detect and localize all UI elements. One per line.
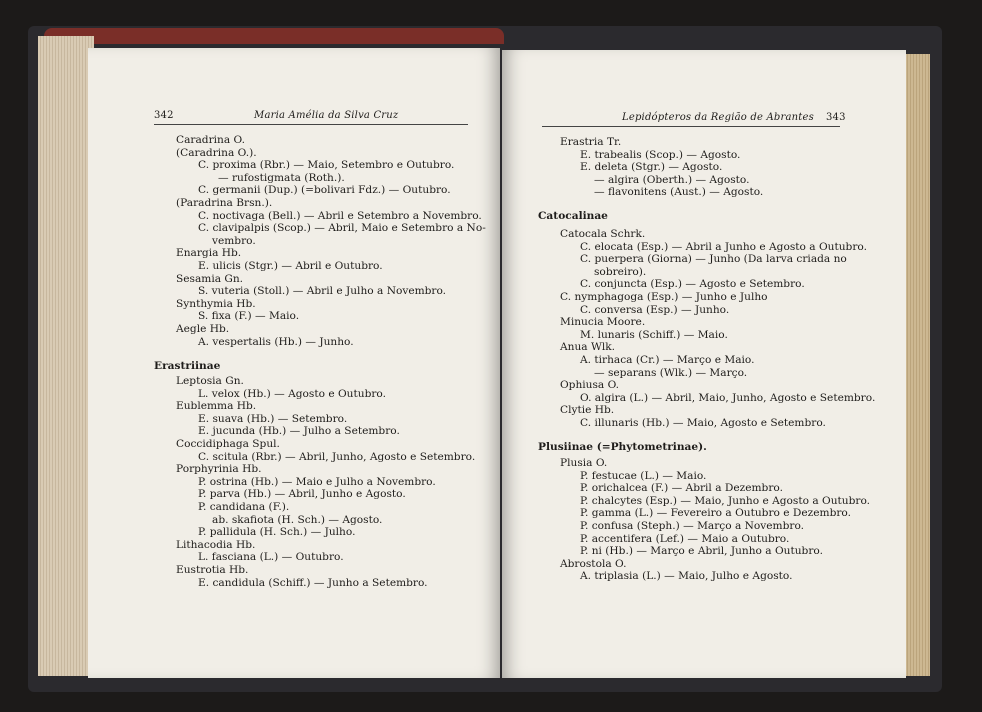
species-line: E. deleta (Stgr.) — Agosto.: [580, 161, 723, 174]
species-line: P. confusa (Steph.) — Março a Novembro.: [580, 520, 805, 532]
genus-line: Clytie Hb.: [560, 404, 615, 417]
genus-line: Caradrina O.: [176, 134, 245, 146]
species-line: E. ulicis (Stgr.) — Abril e Outubro.: [198, 260, 383, 272]
genus-line: Catocala Schrk.: [560, 228, 646, 240]
text-line: sobreiro).: [594, 265, 647, 278]
species-line: S. vuteria (Stoll.) — Abril e Julho a Novembro.: [198, 285, 447, 298]
subfamily-heading: Erastriinae: [154, 360, 221, 372]
text-line: (Caradrina O.).: [176, 146, 257, 159]
genus-line: Ophiusa O.: [560, 379, 620, 392]
genus-line: Eublemma Hb.: [176, 400, 257, 413]
species-line: C. clavipalpis (Scop.) — Abril, Maio e Setembro a No-: [198, 222, 486, 235]
species-line: P. ni (Hb.) — Março e Abril, Junho a Outubro.: [580, 545, 823, 558]
species-line: A. tirhaca (Cr.) — Março e Maio.: [580, 354, 755, 366]
species-line: C. nymphagoga (Esp.) — Junho e Julho: [560, 291, 768, 303]
right-page-stack: [902, 54, 930, 676]
species-line: P. festucae (L.) — Maio.: [580, 469, 707, 482]
species-line: — rufostigmata (Roth.).: [218, 171, 345, 184]
species-line: L. velox (Hb.) — Agosto e Outubro.: [198, 387, 386, 400]
book-top-edge: [44, 28, 504, 44]
species-line: — flavonitens (Aust.) — Agosto.: [594, 186, 764, 199]
species-line: P. pallidula (H. Sch.) — Julho.: [198, 526, 356, 539]
species-line: E. trabealis (Scop.) — Agosto.: [580, 148, 741, 161]
species-line: C. illunaris (Hb.) — Maio, Agosto e Setembro.: [580, 417, 826, 429]
right-page-header: [542, 112, 846, 127]
species-line: L. fasciana (L.) — Outubro.: [198, 551, 344, 564]
genus-line: Sesamia Gn.: [176, 272, 244, 285]
species-line: M. lunaris (Schiff.) — Maio.: [580, 328, 728, 341]
genus-line: Enargia Hb.: [176, 247, 242, 260]
species-line: S. fixa (F.) — Maio.: [198, 310, 300, 323]
species-line: C. conversa (Esp.) — Junho.: [580, 303, 730, 316]
species-line: E. jucunda (Hb.) — Julho a Setembro.: [198, 425, 400, 438]
species-line: A. vespertalis (Hb.) — Junho.: [198, 335, 354, 348]
species-line: P. accentifera (Lef.) — Maio a Outubro.: [580, 532, 790, 545]
text-line: (Paradrina Brsn.).: [176, 197, 273, 209]
genus-line: Plusia O.: [560, 457, 608, 469]
genus-line: Aegle Hb.: [176, 323, 230, 335]
genus-line: Leptosia Gn.: [176, 375, 244, 387]
species-line: P. gamma (L.) — Fevereiro a Outubro e Dezembro.: [580, 507, 851, 520]
left-page-header: [154, 110, 468, 125]
species-line: C. scitula (Rbr.) — Abril, Junho, Agosto e Setembro.: [198, 450, 476, 463]
species-line: A. triplasia (L.) — Maio, Julho e Agosto.: [580, 570, 793, 583]
species-line: C. noctivaga (Bell.) — Abril e Setembro a Novembro.: [198, 209, 482, 222]
aberration-line: ab. skafiota (H. Sch.) — Agosto.: [212, 513, 383, 526]
genus-line: Synthymia Hb.: [176, 297, 256, 310]
species-line: — algira (Oberth.) — Agosto.: [594, 173, 750, 186]
species-line: C. conjuncta (Esp.) — Agosto e Setembro.: [580, 278, 805, 291]
species-line: P. candidana (F.).: [198, 501, 290, 513]
genus-line: Minucia Moore.: [560, 316, 646, 329]
species-line: — separans (Wlk.) — Março.: [594, 366, 748, 379]
left-page-stack: [38, 36, 94, 676]
genus-line: Anua Wlk.: [560, 341, 616, 354]
species-line: C. puerpera (Giorna) — Junho (Da larva criada no: [580, 253, 847, 266]
left-page: [88, 48, 500, 678]
genus-line: Eustrotia Hb.: [176, 564, 249, 576]
subfamily-heading: Plusiinae (=Phytometrinae).: [538, 441, 707, 453]
genus-line: Coccidiphaga Spul.: [176, 438, 280, 450]
species-line: P. chalcytes (Esp.) — Maio, Junho e Agosto a Outubro.: [580, 494, 871, 507]
species-line: C. proxima (Rbr.) — Maio, Setembro e Outubro.: [198, 159, 455, 172]
subfamily-heading: Catocalinae: [538, 210, 608, 222]
genus-line: Erastria Tr.: [560, 136, 622, 148]
running-head: Lepidópteros da Região de Abrantes: [622, 112, 814, 123]
genus-line: Abrostola O.: [560, 557, 627, 570]
page-number: 342: [154, 110, 174, 121]
species-line: P. ostrina (Hb.) — Maio e Julho a Novembro.: [198, 475, 436, 488]
page-number: 343: [826, 112, 846, 123]
species-line: O. algira (L.) — Abril, Maio, Junho, Agosto e Setembro.: [580, 391, 876, 404]
genus-line: Porphyrinia Hb.: [176, 463, 262, 476]
species-line: C. elocata (Esp.) — Abril a Junho e Agosto a Outubro.: [580, 240, 867, 253]
genus-line: Lithacodia Hb.: [176, 538, 256, 551]
species-line: P. parva (Hb.) — Abril, Junho e Agosto.: [198, 488, 406, 501]
species-line: E. candidula (Schiff.) — Junho a Setembro.: [198, 576, 428, 589]
species-line: C. germanii (Dup.) (=bolivari Fdz.) — Outubro.: [198, 184, 451, 197]
right-page: [502, 50, 906, 678]
species-line: E. suava (Hb.) — Setembro.: [198, 412, 348, 425]
species-line: P. orichalcea (F.) — Abril a Dezembro.: [580, 482, 783, 495]
text-line: vembro.: [212, 234, 256, 247]
running-head: Maria Amélia da Silva Cruz: [254, 110, 399, 121]
